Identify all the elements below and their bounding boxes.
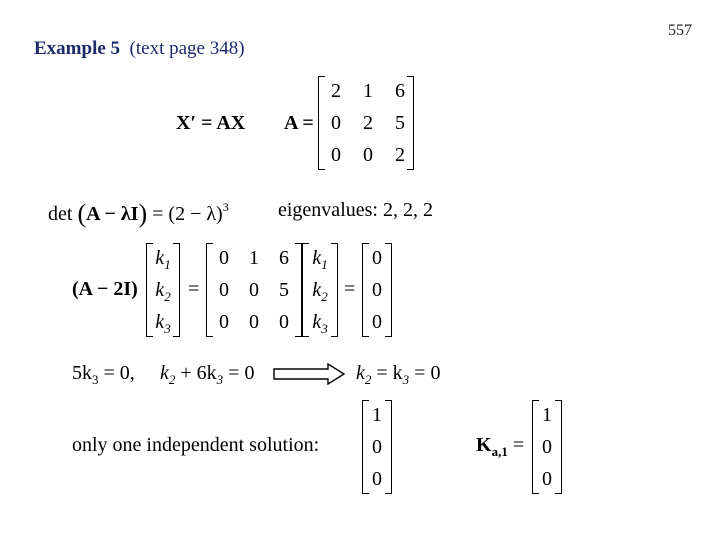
k-vector-cell: $k_2$ xyxy=(312,279,328,304)
solution-vector-cell: 1 xyxy=(372,404,382,426)
matrix-a-cell: 1 xyxy=(363,80,373,102)
matrix-a-cell: 2 xyxy=(395,144,405,166)
k-vector-2 xyxy=(302,243,338,337)
matrix-m-cell: 1 xyxy=(249,247,259,269)
slide-title xyxy=(34,38,245,60)
implies-arrow-icon xyxy=(272,362,346,386)
k-a1-vector-cell: 0 xyxy=(542,436,552,458)
matrix-a-cell: 0 xyxy=(331,144,341,166)
equals-sign: = xyxy=(188,278,200,300)
matrix-a-label: A = xyxy=(284,112,314,134)
k-vector xyxy=(146,243,180,337)
k-a1-vector-cell: 0 xyxy=(542,468,552,490)
zero-vector-cell: 0 xyxy=(372,311,382,333)
matrix-m-cell: 0 xyxy=(219,279,229,301)
matrix-m xyxy=(206,243,302,337)
close-paren: ) xyxy=(138,199,148,228)
solution-text: only one independent solution: xyxy=(72,434,320,456)
k-a1-label: $K_{a,1}$ = xyxy=(476,434,525,459)
matrix-a-cell: 2 xyxy=(331,80,341,102)
zero-vector xyxy=(362,243,392,337)
matrix-m-cell: 0 xyxy=(249,311,259,333)
det-argument: A − λI xyxy=(86,203,139,225)
equation-5k3: $5k_3 = 0$, xyxy=(72,362,135,387)
result-equation: $k_2 = k_3 = 0$ xyxy=(356,362,441,387)
right-bracket xyxy=(295,243,302,337)
characteristic-equation xyxy=(48,199,229,229)
det-label: det xyxy=(48,203,73,225)
shifted-matrix-label: (A − 2I) xyxy=(72,278,138,300)
solution-vector-cell: 0 xyxy=(372,436,382,458)
right-bracket xyxy=(331,243,338,337)
k-vector-cell: $k_3$ xyxy=(312,311,328,336)
open-paren: ( xyxy=(77,199,87,228)
matrix-a xyxy=(318,76,414,170)
example-label: Example 5 xyxy=(34,38,121,59)
matrix-m-cell: 0 xyxy=(279,311,289,333)
solution-vector-cell: 0 xyxy=(372,468,382,490)
k-a1-vector xyxy=(532,400,562,494)
solution-vector xyxy=(362,400,392,494)
matrix-a-cell: 6 xyxy=(395,80,405,102)
matrix-m-cell: 5 xyxy=(279,279,289,301)
text-page-ref: (text page 348) xyxy=(129,38,245,59)
k-vector-cell: $k_1$ xyxy=(312,247,328,272)
matrix-a-cell: 0 xyxy=(363,144,373,166)
k-vector-cell: $k_2$ xyxy=(155,279,171,304)
page-number: 557 xyxy=(668,22,692,39)
k-a1-vector-cell: 1 xyxy=(542,404,552,426)
matrix-m-cell: 0 xyxy=(219,247,229,269)
equals-sign-2: = xyxy=(344,278,356,300)
characteristic-rhs: = (2 − λ) xyxy=(152,203,223,225)
power: 3 xyxy=(222,200,229,214)
equation-k2-6k3: $k_2 + 6k_3 = 0$ xyxy=(160,362,255,387)
system-equation: X′ = AX xyxy=(176,112,246,134)
eigenvalues-text: eigenvalues: 2, 2, 2 xyxy=(278,199,433,221)
matrix-m-cell: 6 xyxy=(279,247,289,269)
k-vector-cell: $k_1$ xyxy=(155,247,171,272)
matrix-a-cell: 5 xyxy=(395,112,405,134)
zero-vector-cell: 0 xyxy=(372,279,382,301)
matrix-m-cell: 0 xyxy=(249,279,259,301)
k-vector-cell: $k_3$ xyxy=(155,311,171,336)
zero-vector-cell: 0 xyxy=(372,247,382,269)
matrix-a-cell: 2 xyxy=(363,112,373,134)
matrix-a-cell: 0 xyxy=(331,112,341,134)
matrix-m-cell: 0 xyxy=(219,311,229,333)
